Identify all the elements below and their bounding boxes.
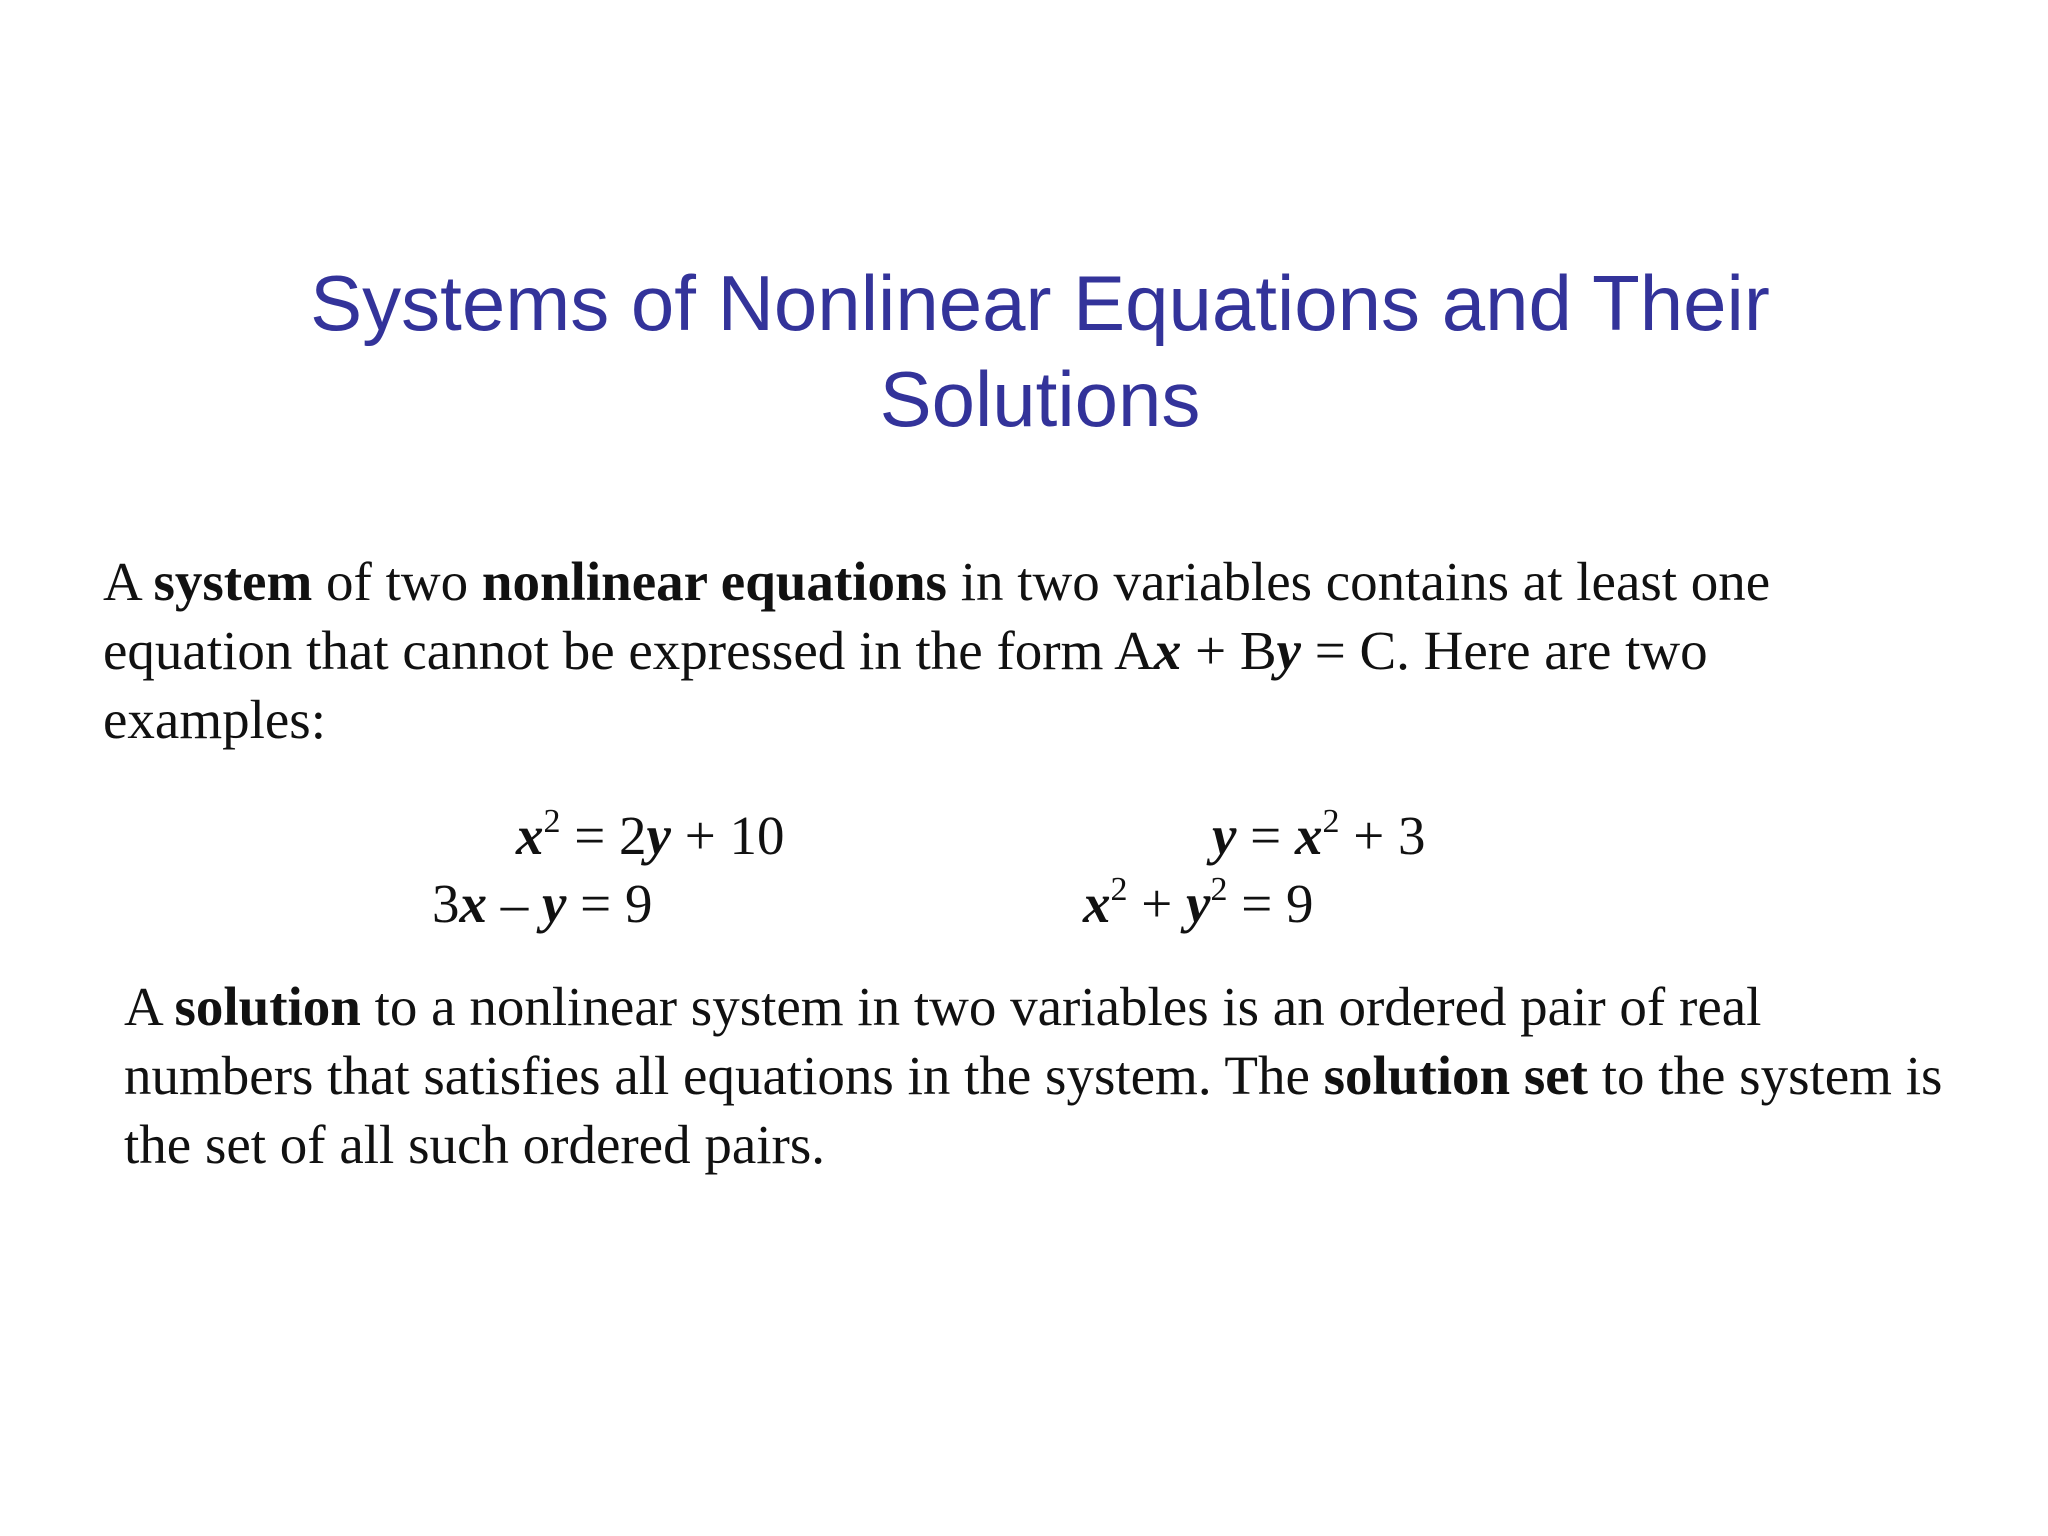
eq-var-x: x — [1083, 873, 1111, 934]
eq-var-y: y — [646, 805, 671, 866]
eq-text: – — [487, 873, 542, 934]
eq-var-y: y — [1212, 805, 1237, 866]
eq-exponent: 2 — [543, 803, 561, 840]
term-system: system — [153, 551, 313, 612]
eq-var-x: x — [516, 805, 544, 866]
eq-text: = 9 — [566, 873, 653, 934]
example1-equation1 — [516, 801, 784, 870]
variable-x: x — [1153, 620, 1182, 681]
definition-text-5: = C. Here are two examples: — [103, 620, 1708, 750]
example2-equation1 — [1212, 801, 1425, 870]
term-nonlinear-equations: nonlinear equations — [481, 551, 947, 612]
eq-text: = 9 — [1227, 873, 1314, 934]
eq-exponent: 2 — [1110, 871, 1128, 908]
variable-y: y — [1276, 620, 1301, 681]
eq-var-x: x — [1294, 805, 1323, 866]
definition-text-2: of two — [312, 551, 482, 612]
definition-text-4: + B — [1181, 620, 1277, 681]
eq-text: + — [1127, 873, 1187, 934]
eq-text: + 10 — [670, 805, 785, 866]
eq-text: = — [1236, 805, 1295, 866]
eq-text: + 3 — [1339, 805, 1426, 866]
definition-text-3: in two variables contains at least one equation that cannot be expressed in the form A — [103, 551, 1771, 681]
title-line-1: Systems of Nonlinear Equations and Their — [310, 259, 1770, 347]
example2-equation2 — [1083, 869, 1313, 938]
title-line-2: Solutions — [879, 355, 1201, 443]
eq-var-y: y — [1186, 873, 1211, 934]
definition-text-1: A — [103, 551, 154, 612]
eq-exponent: 2 — [1210, 871, 1228, 908]
eq-exponent: 2 — [1322, 803, 1340, 840]
slide-title — [200, 255, 1880, 447]
term-solution: solution — [174, 976, 361, 1037]
eq-var-y: y — [542, 873, 567, 934]
definition-paragraph — [103, 547, 1923, 754]
eq-var-x: x — [459, 873, 487, 934]
eq-text: = 2 — [560, 805, 647, 866]
example1-equation2 — [432, 869, 652, 938]
solution-paragraph — [124, 972, 1944, 1179]
term-solution-set: solution set — [1323, 1045, 1588, 1106]
solution-text-3: to the system is the set of all such ordered pairs. — [124, 1045, 1943, 1175]
solution-text-2: to a nonlinear system in two variables is an ordered pair of real numbers that satisfies all equations in the system. The — [124, 976, 1762, 1106]
solution-text-1: A — [124, 976, 175, 1037]
eq-text: 3 — [432, 873, 460, 934]
